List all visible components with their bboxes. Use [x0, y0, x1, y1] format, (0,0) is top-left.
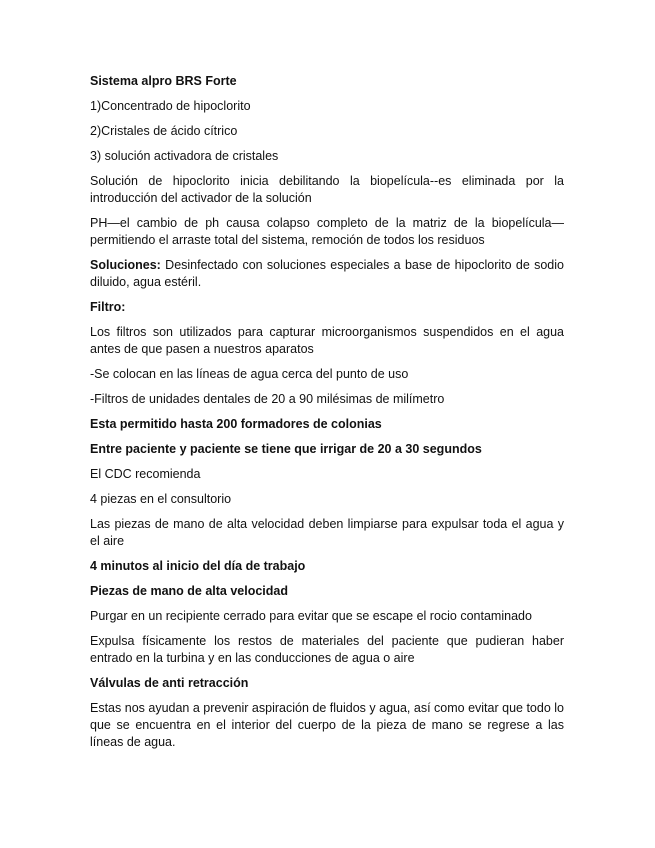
list-item-cristales: 2)Cristales de ácido cítrico	[90, 124, 238, 138]
heading-piezas-mano: Piezas de mano de alta velocidad	[90, 584, 288, 598]
heading-filtro: Filtro:	[90, 300, 126, 314]
heading-valvulas: Válvulas de anti retracción	[90, 676, 249, 690]
paragraph-ph: PH—el cambio de ph causa colapso completo de la matriz de la biopelícula—permitiendo el arraste total del sistema, remoción de todos los residuos	[90, 216, 564, 247]
document-title: Sistema alpro BRS Forte	[90, 74, 237, 88]
soluciones-label: Soluciones:	[90, 258, 161, 272]
paragraph-limpiarse: Las piezas de mano de alta velocidad deben limpiarse para expulsar toda el agua y el aire	[90, 517, 564, 548]
paragraph-cdc: El CDC recomienda	[90, 467, 201, 481]
paragraph-colocan: -Se colocan en las líneas de agua cerca del punto de uso	[90, 367, 409, 381]
paragraph-filtros: Los filtros son utilizados para capturar microorganismos suspendidos en el agua antes de que pasen a nuestros aparatos	[90, 325, 564, 356]
paragraph-piezas-consultorio: 4 piezas en el consultorio	[90, 492, 232, 506]
paragraph-expulsa: Expulsa físicamente los restos de materiales del paciente que pudieran haber entrado en la turbina y en las conducciones de agua o aire	[90, 634, 564, 665]
soluciones-text: Desinfectado con soluciones especiales a base de hipoclorito de sodio diluido, agua estéril.	[90, 258, 564, 289]
list-item-solucion-activadora: 3) solución activadora de cristales	[90, 149, 279, 163]
paragraph-soluciones	[90, 257, 564, 291]
heading-irrigar: Entre paciente y paciente se tiene que irrigar de 20 a 30 segundos	[90, 442, 482, 456]
heading-minutos: 4 minutos al inicio del día de trabajo	[90, 559, 306, 573]
document-page	[90, 73, 564, 759]
paragraph-solucion-hipoclorito: Solución de hipoclorito inicia debilitando la biopelícula--es eliminada por la introducción del activador de la solución	[90, 174, 564, 205]
list-item-concentrado: 1)Concentrado de hipoclorito	[90, 99, 251, 113]
paragraph-purgar: Purgar en un recipiente cerrado para evitar que se escape el rocio contaminado	[90, 609, 532, 623]
paragraph-valvulas: Estas nos ayudan a prevenir aspiración de fluidos y agua, así como evitar que todo lo que se encuentra en el interior del cuerpo de la pieza de mano se regrese a las líneas de agua.	[90, 701, 564, 749]
paragraph-unidades: -Filtros de unidades dentales de 20 a 90 milésimas de milímetro	[90, 392, 445, 406]
heading-formadores-colonias: Esta permitido hasta 200 formadores de colonias	[90, 417, 382, 431]
